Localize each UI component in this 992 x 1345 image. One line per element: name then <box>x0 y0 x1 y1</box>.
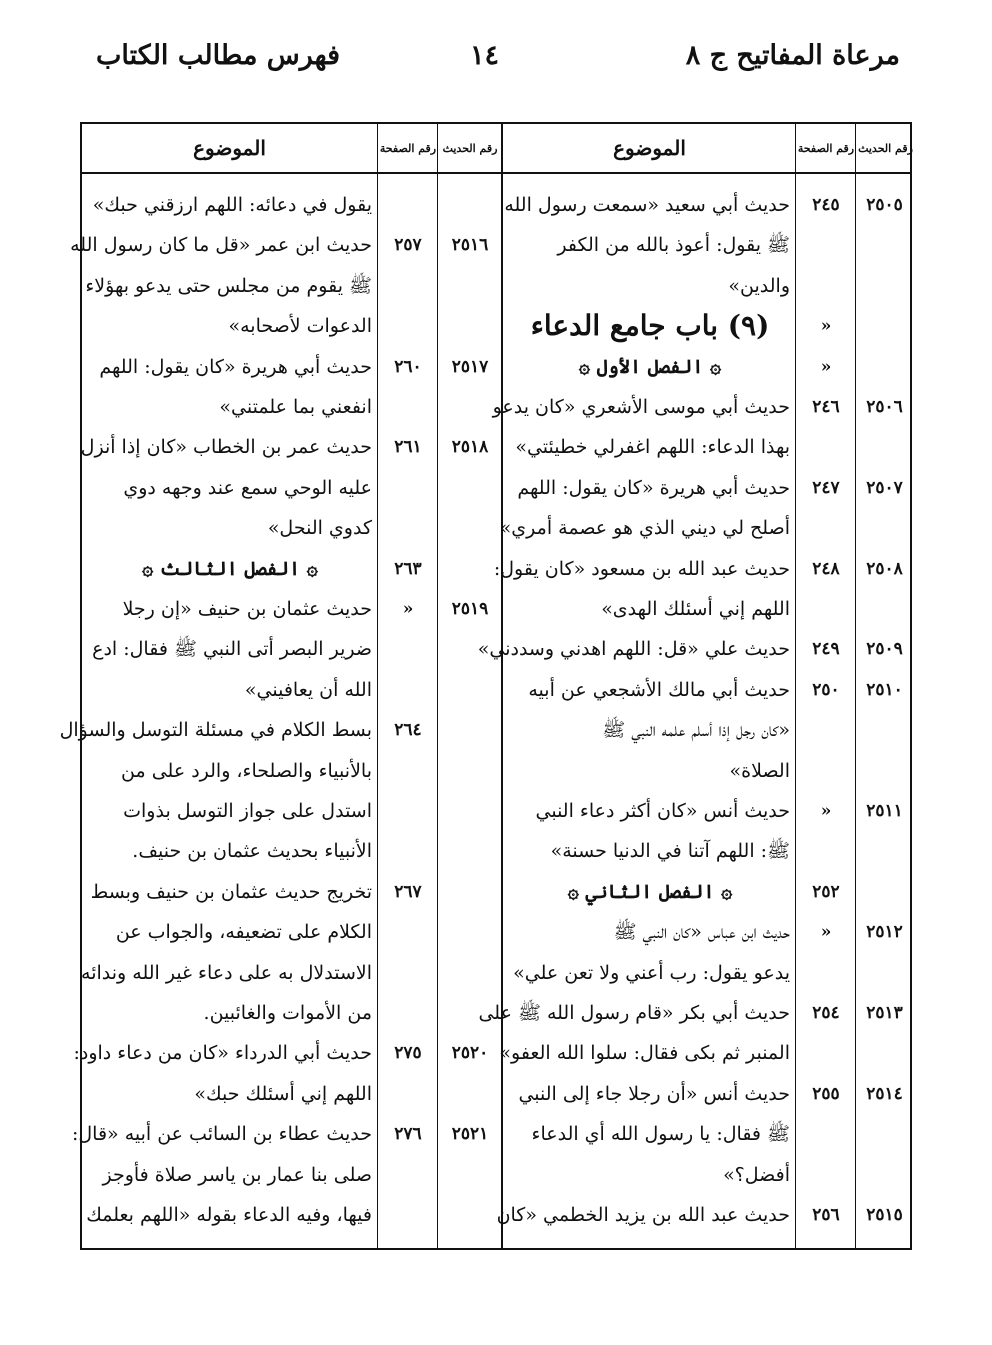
index-line <box>504 267 912 305</box>
topic-text: تخريج حديث عثمان بن حنيف وبسط <box>90 880 372 903</box>
topic-text: حديث أنس «أن رجلا جاء إلى النبي <box>518 1082 790 1105</box>
topic-text: انفعني بما علمتني» <box>219 396 372 418</box>
page-number-cell: ٢٥٦ <box>812 1205 840 1225</box>
page-number-cell: ٢٦٣ <box>394 558 422 579</box>
index-line <box>504 469 912 507</box>
page-number-cell: ٢٥٠ <box>812 679 840 700</box>
index-line <box>504 671 912 709</box>
running-header-section: فهرس مطالب الكتاب <box>96 40 341 71</box>
col-header-hadith-right: رقم الحديث <box>858 141 913 155</box>
page-number-cell: » <box>402 599 414 619</box>
index-line <box>504 590 912 628</box>
right-index-column <box>477 172 912 1248</box>
hadith-number: ٢٥١٤ <box>866 1083 903 1104</box>
hadith-number: ٢٥١١ <box>866 801 903 821</box>
topic-text: حديث عبد الله بن يزيد الخطمي «كان <box>496 1204 790 1226</box>
page-number-cell: ٢٦١ <box>394 437 422 458</box>
index-line <box>504 752 912 790</box>
section-heading: ۞ الفصل الأول ۞ <box>578 355 722 378</box>
index-line <box>504 873 912 911</box>
page-number-cell: » <box>820 801 832 821</box>
topic-text: حديث علي «قل: اللهم اهدني وسددني» <box>477 638 790 661</box>
index-line <box>477 630 912 668</box>
topic-text: حديث عبد الله بن مسعود «كان يقول: <box>493 557 790 580</box>
topic-text: ﷺ يقول: أعوذ بالله من الكفر <box>557 234 790 257</box>
page-number-cell: ٢٥٥ <box>812 1083 840 1104</box>
topic-text: حديث أبي مالك الأشجعي عن أبيه <box>528 678 790 701</box>
page-number-cell: ٢٦٧ <box>394 881 422 902</box>
hadith-number: ٢٥٢٠ <box>451 1043 489 1064</box>
hadith-number: ٢٥٢١ <box>451 1124 489 1145</box>
topic-text: أفضل؟» <box>723 1163 790 1186</box>
index-line <box>71 1115 501 1153</box>
col-header-topic-right: الموضوع <box>613 136 686 160</box>
page-number-cell: ٢٤٩ <box>812 639 840 660</box>
topic-text: أصلح لي ديني الذي هو عصمة أمري» <box>499 517 790 540</box>
topic-text: حديث أبي الدرداء «كان من دعاء داود: <box>73 1042 372 1065</box>
hadith-number: ٢٥٠٧ <box>866 477 903 498</box>
index-line <box>82 348 501 386</box>
page-number-cell: ٢٥٧ <box>394 235 422 256</box>
index-line <box>82 428 501 466</box>
topic-text: والدين» <box>728 274 790 297</box>
running-header-title: مرعاة المفاتيح ج ٨ <box>685 40 900 71</box>
index-line <box>504 954 912 992</box>
index-line <box>504 428 912 466</box>
page-number-cell: ٢٦٤ <box>394 720 422 741</box>
page-number-cell: » <box>820 356 832 377</box>
hadith-number: ٢٥٠٦ <box>866 397 903 417</box>
index-line <box>82 307 501 345</box>
page-number-cell: » <box>820 922 832 943</box>
index-line <box>478 994 912 1032</box>
topic-text: الله أن يعافيني» <box>244 678 372 701</box>
topic-text: الاستدلال به على دعاء غير الله وندائه <box>81 961 372 984</box>
index-line <box>82 590 501 628</box>
topic-text: حديث أنس «كان أكثر دعاء النبي <box>535 800 790 822</box>
page-number-cell: ٢٧٦ <box>394 1124 422 1145</box>
hadith-number: ٢٥١٠ <box>866 679 903 700</box>
topic-text: فيها، وفيه الدعاء بقوله «اللهم بعلمك <box>86 1204 372 1226</box>
topic-text: اللهم إني أسئلك حبك» <box>194 1082 372 1105</box>
topic-text: حديث عمر بن الخطاب «كان إذا أنزل <box>80 436 372 459</box>
topic-text: ﷺ فقال: يا رسول الله أي الدعاء <box>531 1123 790 1146</box>
index-line <box>70 226 501 264</box>
page-number-cell: ٢٥٤ <box>812 1003 840 1023</box>
topic-text: استدل على جواز التوسل بذوات <box>123 800 372 822</box>
topic-text: المنبر ثم بكى فقال: سلوا الله العفو» <box>499 1042 790 1065</box>
topic-text: الكلام على تضعيفه، والجواب عن <box>115 921 372 944</box>
index-line <box>82 630 501 668</box>
hadith-number: ٢٥١٦ <box>451 235 489 256</box>
topic-text: بالأنبياء والصلحاء، والرد على من <box>121 759 372 782</box>
index-line <box>73 1034 501 1072</box>
col-header-page-right: رقم الصفحة <box>797 141 855 155</box>
index-line <box>82 913 501 951</box>
page-number-cell: » <box>820 316 832 337</box>
index-line <box>504 1115 912 1153</box>
index-line <box>82 832 501 870</box>
topic-text: حديث أبي سعيد «سمعت رسول الله <box>504 194 790 216</box>
section-heading: ۞ الفصل الثاني ۞ <box>567 880 733 903</box>
hadith-number: ٢٥١٩ <box>451 599 489 619</box>
index-line <box>82 267 501 305</box>
hadith-number: ٢٥٠٥ <box>866 195 903 215</box>
topic-text: ﷺ: اللهم آتنا في الدنيا حسنة» <box>550 840 790 863</box>
index-line <box>504 226 912 264</box>
topic-text: الصلاة» <box>729 759 790 782</box>
index-line <box>504 1156 912 1194</box>
topic-text: اللهم إني أسئلك الهدى» <box>601 598 790 620</box>
hadith-number: ٢٥٠٨ <box>866 558 903 579</box>
hadith-number: ٢٥١٥ <box>866 1205 903 1225</box>
section-heading: (٩) باب جامع الدعاء <box>530 309 770 343</box>
topic-text: الأنبياء بحديث عثمان بن حنيف. <box>132 840 372 863</box>
col-header-topic-left: الموضوع <box>193 136 266 160</box>
index-line <box>82 954 501 992</box>
topic-text: حديث ابن عمر «قل ما كان رسول الله <box>70 234 372 257</box>
col-header-hadith-left: رقم الحديث <box>442 141 498 155</box>
index-line <box>82 873 501 911</box>
topic-text: من الأموات والغائبين. <box>203 1002 372 1024</box>
index-line <box>504 348 912 386</box>
col-header-page-left: رقم الصفحة <box>379 141 437 155</box>
topic-text: كدوي النحل» <box>267 517 372 540</box>
index-line <box>82 186 501 224</box>
topic-text: حديث أبي موسى الأشعري «كان يدعو <box>492 396 790 418</box>
topic-text: حديث أبي هريرة «كان يقول: اللهم <box>99 355 372 378</box>
index-line <box>499 509 912 547</box>
topic-text: حديث ابن عباس «كان النبي ﷺ <box>613 921 790 944</box>
index-line <box>504 832 912 870</box>
index-line <box>82 388 501 426</box>
topic-text: بسط الكلام في مسئلة التوسل والسؤال <box>59 719 372 742</box>
topic-text: ضرير البصر أتى النبي ﷺ فقال: ادع <box>92 638 372 661</box>
topic-text: حديث عثمان بن حنيف «إن رجلا <box>122 598 372 620</box>
topic-text: يقول في دعائه: اللهم ارزقني حبك» <box>92 194 372 216</box>
page-number: ١٤ <box>470 40 500 71</box>
index-line <box>499 1034 912 1072</box>
hadith-number: ٢٥١٧ <box>451 356 489 377</box>
topic-text: عليه الوحي سمع عند وجهه دوي <box>123 476 372 499</box>
page-number-cell: ٢٤٦ <box>812 397 840 417</box>
index-line <box>504 186 912 224</box>
index-line <box>82 469 501 507</box>
index-line <box>504 307 912 345</box>
topic-text: حديث أبي هريرة «كان يقول: اللهم <box>517 476 790 499</box>
topic-text: حديث أبي بكر «قام رسول الله ﷺ على <box>478 1002 790 1024</box>
index-line <box>504 913 912 951</box>
topic-text: «كان رجل إذا أسلم علمه النبي ﷺ <box>602 719 790 742</box>
index-line <box>82 509 501 547</box>
page-number-cell: ٢٥٢ <box>812 881 840 902</box>
hadith-number: ٢٥١٨ <box>451 437 489 458</box>
topic-text: بهذا الدعاء: اللهم اغفرلي خطيئتي» <box>515 436 790 459</box>
index-line <box>82 671 501 709</box>
index-table <box>59 122 913 1250</box>
index-line <box>496 1196 912 1234</box>
topic-text: يدعو يقول: رب أعني ولا تعن علي» <box>513 961 790 984</box>
page-number-cell: ٢٤٥ <box>812 195 840 215</box>
page-number-cell: ٢٤٨ <box>812 558 840 579</box>
topic-text: ﷺ يقوم من مجلس حتى يدعو بهؤلاء <box>85 274 372 297</box>
index-line <box>504 1075 912 1113</box>
topic-text: الدعوات لأصحابه» <box>228 315 372 338</box>
index-line <box>82 550 501 588</box>
index-line <box>492 388 912 426</box>
topic-text: حديث عطاء بن السائب عن أبيه «قال: <box>71 1123 372 1146</box>
index-line <box>82 994 501 1032</box>
index-line <box>82 792 501 830</box>
section-heading: ۞ الفصل الثالث ۞ <box>142 557 318 580</box>
index-line <box>82 752 501 790</box>
index-line <box>504 792 912 830</box>
left-index-column <box>59 172 501 1248</box>
index-line <box>82 1196 501 1234</box>
index-line <box>82 1156 501 1194</box>
page-number-cell: ٢٦٠ <box>394 356 422 377</box>
index-line <box>59 711 501 749</box>
index-line <box>82 1075 501 1113</box>
topic-text: صلى بنا عمار بن ياسر صلاة فأوجز <box>102 1163 372 1186</box>
hadith-number: ٢٥١٣ <box>866 1003 903 1023</box>
page-number-cell: ٢٧٥ <box>394 1043 422 1064</box>
index-line <box>504 711 912 749</box>
hadith-number: ٢٥١٢ <box>866 922 903 943</box>
page-number-cell: ٢٤٧ <box>812 477 840 498</box>
hadith-number: ٢٥٠٩ <box>866 639 903 660</box>
index-line <box>493 550 912 588</box>
